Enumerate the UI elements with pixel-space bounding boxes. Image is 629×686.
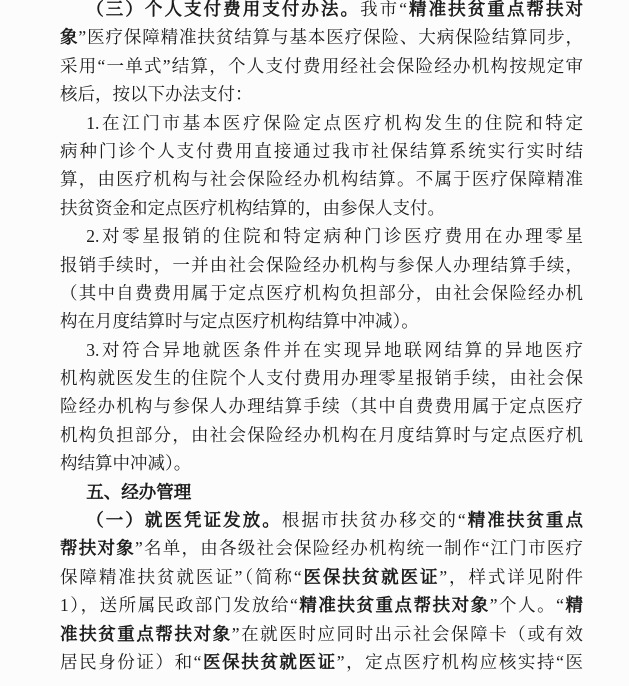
text-line bbox=[60, 336, 583, 364]
text-line bbox=[60, 620, 583, 648]
bold-text-run: 医保扶贫就医证 bbox=[301, 566, 440, 587]
text-line bbox=[60, 194, 583, 222]
text-run: ”在就医时应同时出示社会保障卡（或有效 bbox=[231, 623, 583, 644]
para-subsection-1-certificate-issuance bbox=[60, 506, 583, 676]
text-run: 采用“一单式”结算，个人支付费用经社会保险经办机构按规定审 bbox=[60, 55, 583, 76]
text-run: ”，定点医疗机构应核实持“医 bbox=[336, 651, 583, 672]
text-line bbox=[60, 506, 583, 534]
bold-text-run: 精准扶贫重点帮扶对 bbox=[406, 0, 583, 19]
text-run: ”，样式详见附件 bbox=[439, 566, 583, 587]
text-line bbox=[60, 165, 583, 193]
text-line bbox=[60, 80, 583, 108]
text-line bbox=[60, 222, 583, 250]
text-run: 报销手续时，一并由社会保险经办机构与参保人办理结算手续， bbox=[60, 254, 583, 275]
text-run: 核后，按以下办法支付： bbox=[60, 84, 253, 105]
text-run: 险经办机构与参保人办理结算手续（其中自费费用属于定点医疗 bbox=[60, 396, 583, 417]
bold-text-run: （三）个人支付费用支付办法。 bbox=[86, 0, 361, 19]
text-run: ”个人。“ bbox=[489, 595, 564, 616]
bold-text-run: 五、经办管理 bbox=[86, 481, 192, 502]
text-line bbox=[60, 109, 583, 137]
text-line bbox=[60, 563, 583, 591]
text-line bbox=[60, 279, 583, 307]
bold-text-run: 象 bbox=[60, 27, 79, 48]
document-body bbox=[60, 0, 583, 676]
para-item-2 bbox=[60, 222, 583, 336]
para-item-3 bbox=[60, 336, 583, 478]
text-run: 我市“ bbox=[360, 0, 407, 19]
text-line bbox=[60, 307, 583, 335]
text-run: 根据市扶贫办移交的“ bbox=[281, 510, 466, 531]
text-run: ”名单，由各级社会保险经办机构统一制作“江门市医疗 bbox=[135, 538, 583, 559]
bold-text-run: （一）就医凭证发放。 bbox=[86, 510, 282, 531]
text-run: ”医疗保障精准扶贫结算与基本医疗保险、大病保险结算同步， bbox=[78, 27, 583, 48]
bold-text-run: 准扶贫重点帮扶对象 bbox=[60, 623, 232, 644]
text-run: 扶贫资金和定点医疗机构结算的，由参保人支付。 bbox=[60, 197, 445, 218]
text-line bbox=[60, 23, 583, 51]
text-line bbox=[60, 52, 583, 80]
text-run: 机构负担部分，由社会保险经办机构在月度结算时与定点医疗机 bbox=[60, 424, 583, 445]
heading-section-5-management bbox=[60, 478, 583, 506]
text-run: （其中自费费用属于定点医疗机构负担部分，由社会保险经办机 bbox=[60, 282, 583, 303]
text-run: 2.对零星报销的住院和特定病种门诊医疗费用在办理零星 bbox=[86, 226, 583, 247]
text-line bbox=[60, 449, 583, 477]
text-run: 病种门诊个人支付费用直接通过我市社保结算系统实行实时结 bbox=[60, 140, 583, 161]
bold-text-run: 帮扶对象 bbox=[60, 538, 135, 559]
text-line bbox=[60, 392, 583, 420]
bold-text-run: 精 bbox=[563, 595, 583, 616]
text-run: 1.在江门市基本医疗保险定点医疗机构发生的住院和特定 bbox=[86, 112, 583, 133]
para-item-1 bbox=[60, 109, 583, 223]
text-line bbox=[60, 534, 583, 562]
para-section-3-payment-method bbox=[60, 0, 583, 109]
text-line bbox=[60, 0, 583, 23]
text-run: 居民身份证）和“ bbox=[60, 651, 202, 672]
text-line bbox=[60, 364, 583, 392]
text-run: 1），送所属民政部门发放给“ bbox=[60, 595, 298, 616]
bold-text-run: 精准扶贫重点 bbox=[465, 510, 583, 531]
text-run: 保障精准扶贫就医证”（简称“ bbox=[60, 566, 302, 587]
text-line bbox=[60, 421, 583, 449]
text-run: 3.对符合异地就医条件并在实现异地联网结算的异地医疗 bbox=[86, 339, 583, 360]
text-line bbox=[60, 478, 583, 506]
text-run: 构在月度结算时与定点医疗机构结算中冲减）。 bbox=[60, 311, 419, 332]
text-run: 算，由医疗机构与社会保险经办机构结算。不属于医疗保障精准 bbox=[60, 169, 583, 190]
text-line bbox=[60, 591, 583, 619]
text-run: 机构就医发生的住院个人支付费用办理零星报销手续，由社会保 bbox=[60, 368, 583, 389]
text-run: 构结算中冲减）。 bbox=[60, 453, 192, 474]
text-line bbox=[60, 648, 583, 676]
text-line bbox=[60, 251, 583, 279]
bold-text-run: 医保扶贫就医证 bbox=[201, 651, 337, 672]
bold-text-run: 精准扶贫重点帮扶对象 bbox=[297, 595, 490, 616]
text-line bbox=[60, 137, 583, 165]
